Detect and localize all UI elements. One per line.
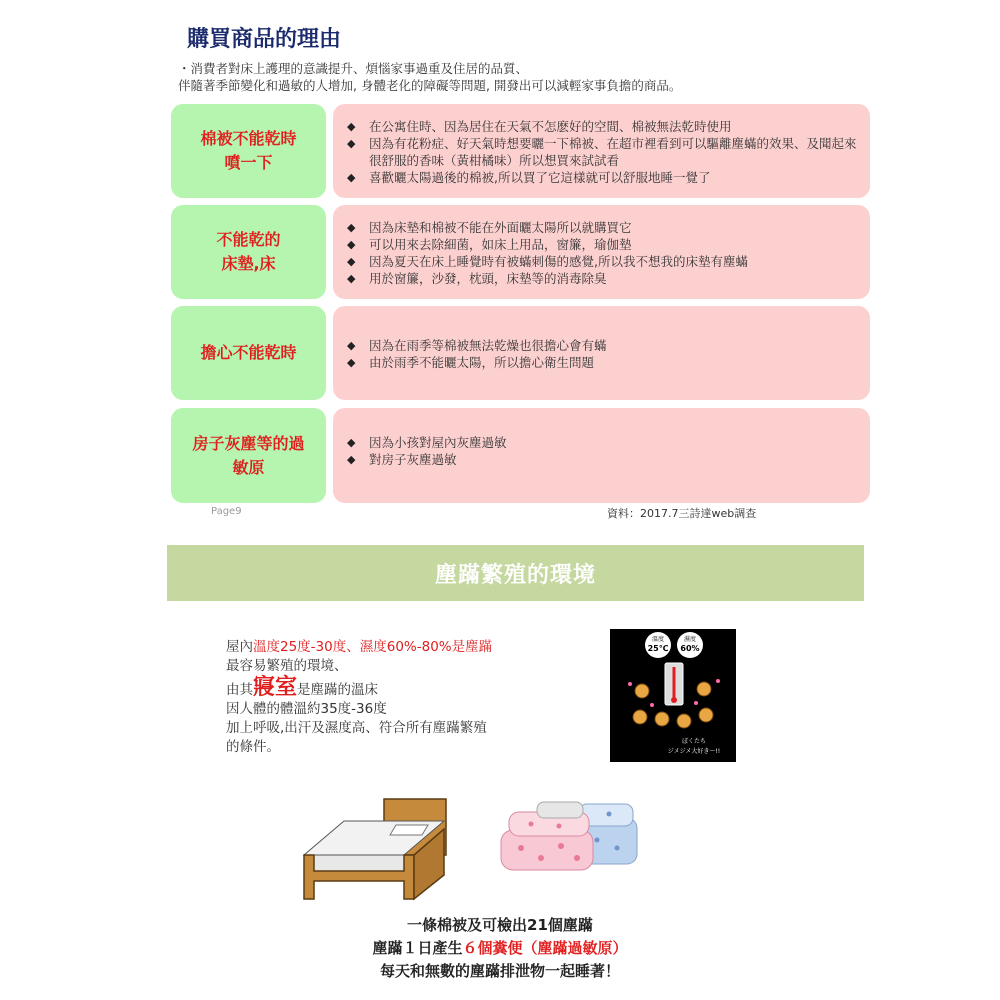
reason-bullet: ◆ 用於窗簾，沙發，枕頭，床墊等的消毒除臭: [347, 271, 607, 286]
reason-bullet: ◆ 因為夏天在床上睡覺時有被蟎刺傷的感覺,所以我不想我的床墊有塵蟎: [347, 254, 748, 269]
mite-scene-icon: [610, 629, 736, 762]
reason-body: [333, 408, 870, 503]
reason-label: 不能乾的 床墊,床: [216, 230, 281, 273]
reason-label-box: [171, 306, 326, 400]
page-number: Page9: [211, 506, 242, 517]
bed-illustration: [300, 795, 450, 909]
humid-word: 濕度: [683, 636, 697, 643]
reason-row-1: [171, 104, 870, 198]
reason-label-box: [171, 104, 326, 198]
reason-bullet: ◆ 因為小孩對屋內灰塵過敏: [347, 435, 507, 450]
page-title: 購買商品的理由: [187, 27, 342, 52]
reason-body: [333, 306, 870, 400]
mite-environment-text: 屋內溫度25度-30度、濕度60%-80%是塵蹣 最容易繁殖的環境、 由其寢室是塵蹣的溫床 因人體的體溫約35度-36度 加上呼吸,出汗及濕度高、符合所有塵蹣繁殖 的條件。: [226, 639, 493, 755]
mite-caption-1: ぼくたち: [681, 738, 707, 745]
diamond-bullet-icon: ◆: [347, 137, 356, 150]
reason-body: [333, 104, 870, 198]
reason-label-box: [171, 205, 326, 299]
reason-bullet: ◆ 可以用來去除細菌，如床上用品，窗簾，瑜伽墊: [347, 237, 632, 252]
bottom-line-1: 一條棉被及可檢出21個塵蹣: [407, 916, 593, 934]
reason-bullet: ◆ 由於雨季不能曬太陽，所以擔心衛生問題: [347, 355, 595, 370]
reason-label-box: [171, 408, 326, 503]
diamond-bullet-icon: ◆: [347, 272, 356, 285]
reason-bullet: ◆ 在公寓住時、因為居住在天氣不怎麽好的空間、棉被無法乾時使用: [347, 119, 732, 134]
quilts-illustration: [497, 800, 642, 879]
banner-title: 塵蹣繁殖的環境: [434, 562, 596, 588]
temp-badge: 25℃: [647, 644, 669, 653]
humid-badge: 60%: [680, 644, 700, 653]
temp-word: 溫度: [651, 636, 665, 643]
reason-bullet: ◆ 因為在雨季等棉被無法乾燥也很擔心會有蟎: [347, 338, 607, 353]
dust-mite-illustration: [610, 629, 736, 762]
reason-bullet: ◆ 因為有花粉症、好天氣時想要曬一下棉被、在超市裡看到可以驅離塵蟎的效果、及聞起來很舒服的香味（黃柑橘味）所以想買來試試看: [347, 136, 857, 168]
reason-body: [333, 205, 870, 299]
diamond-bullet-icon: ◆: [347, 436, 356, 449]
diamond-bullet-icon: ◆: [347, 339, 356, 352]
source-note: 資料：2017.7三詩達web調查: [607, 507, 757, 520]
diamond-bullet-icon: ◆: [347, 171, 356, 184]
intro-line-2: 伴隨著季節變化和過敏的人增加, 身體老化的障礙等問題, 開發出可以減輕家事負擔的商品。: [178, 78, 682, 93]
bottom-line-3: 每天和無數的塵蹣排泄物一起睡著！: [379, 962, 620, 980]
diamond-bullet-icon: ◆: [347, 221, 356, 234]
intro-line-1: ・消費者對床上護理的意識提升、煩惱家事過重及住居的品質、: [178, 61, 529, 76]
diamond-bullet-icon: ◆: [347, 356, 356, 369]
reason-label: 房子灰塵等的過 敏原: [192, 433, 305, 477]
reason-bullet: ◆ 對房子灰塵過敏: [347, 452, 457, 467]
intro-text: [178, 60, 681, 94]
reason-label: 擔心不能乾時: [200, 343, 297, 362]
diamond-bullet-icon: ◆: [347, 453, 356, 466]
reason-row-4: [171, 408, 870, 503]
diamond-bullet-icon: ◆: [347, 255, 356, 268]
mite-caption-2: ジメジメ大好き～!!: [667, 748, 721, 755]
bed-icon: [300, 795, 450, 905]
reason-label: 棉被不能乾時 噴一下: [200, 129, 297, 172]
reason-row-2: [171, 205, 870, 299]
diamond-bullet-icon: ◆: [347, 238, 356, 251]
bottom-line-2: 塵蹣１日產生６個糞便（塵蹣過敏原）: [372, 939, 628, 957]
quilt-stack-icon: [497, 800, 642, 875]
diamond-bullet-icon: ◆: [347, 120, 356, 133]
reason-row-3: [171, 306, 870, 400]
reason-bullet: ◆ 喜歡曬太陽過後的棉被,所以買了它這樣就可以舒服地睡一覺了: [347, 170, 711, 185]
reason-bullet: ◆ 因為床墊和棉被不能在外面曬太陽所以就購買它: [347, 220, 632, 235]
section-banner: [167, 545, 864, 601]
